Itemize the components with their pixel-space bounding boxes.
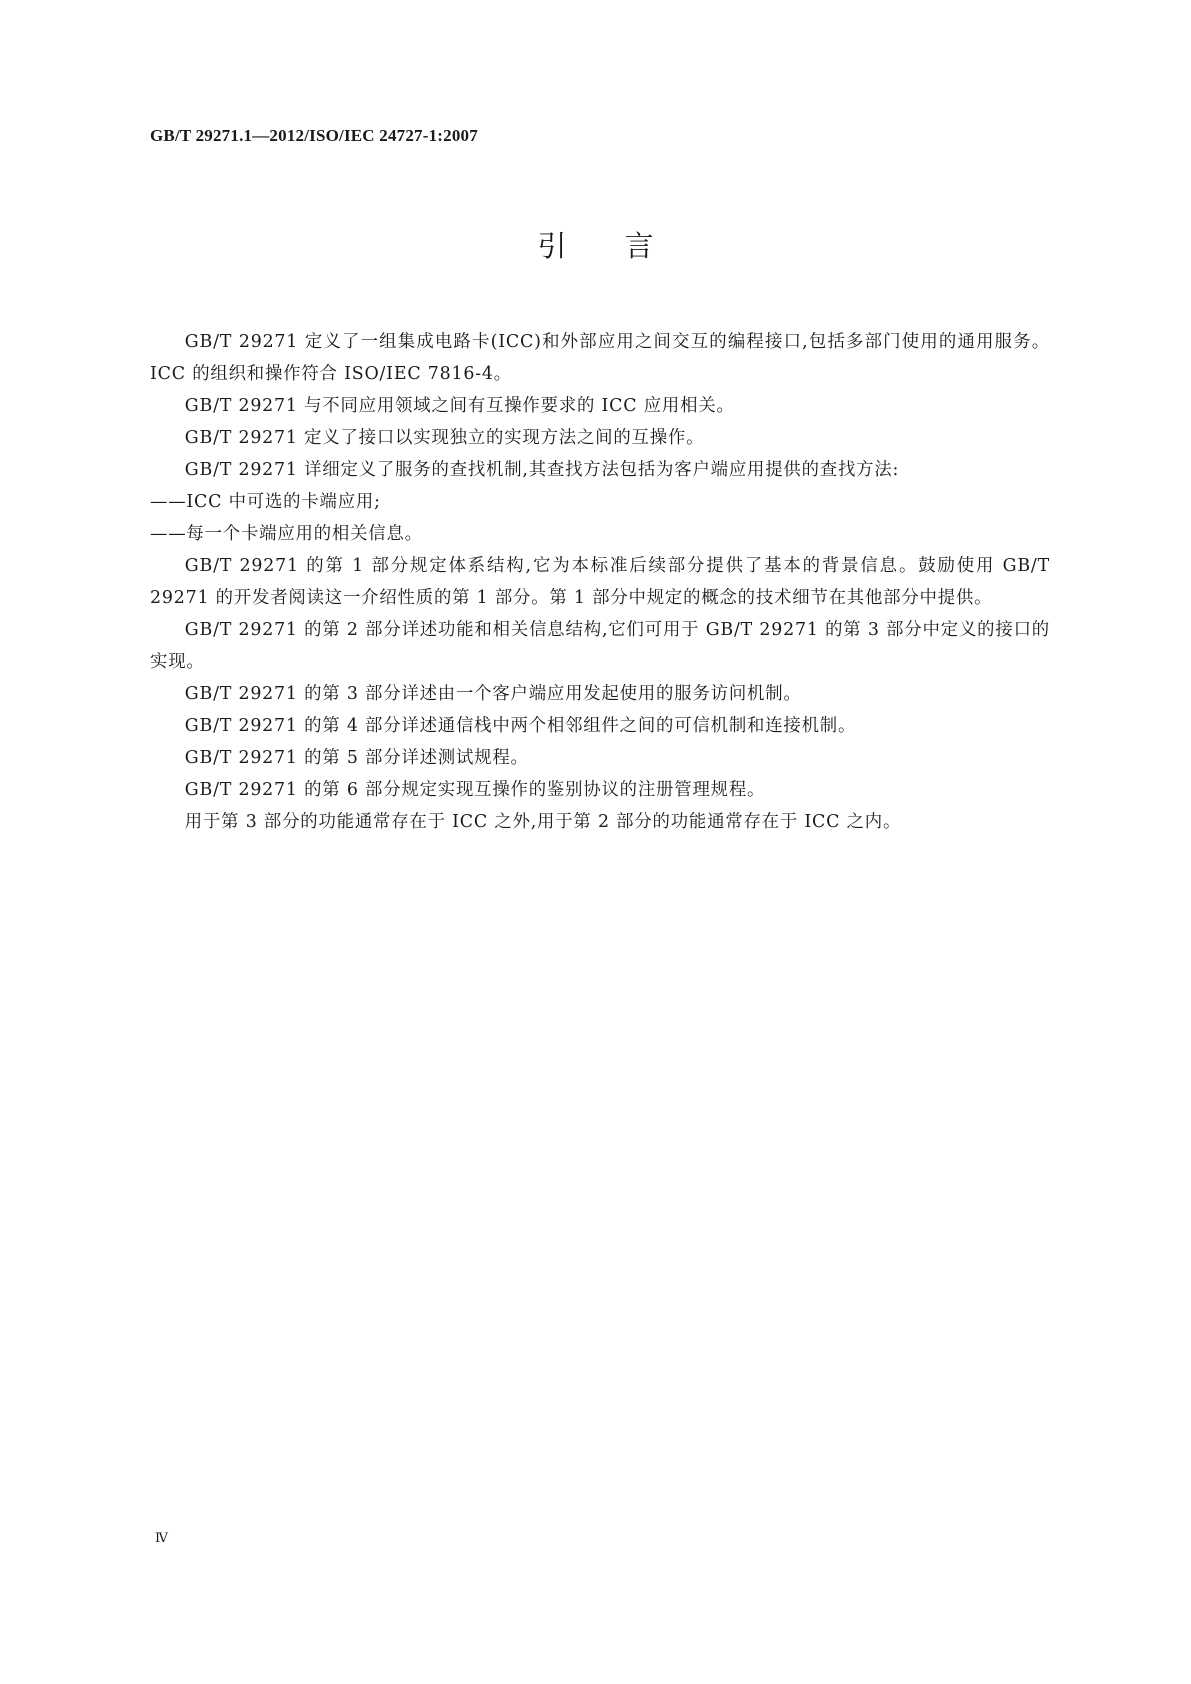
paragraph: GB/T 29271 的第 3 部分详述由一个客户端应用发起使用的服务访问机制。: [184, 684, 802, 704]
paragraph: GB/T 29271 的第 1 部分规定体系结构,它为本标准后续部分提供了基本的背景信息。鼓励使用 GB/T 29271 的开发者阅读这一介绍性质的第 1 部分。第 1 部分中规定的概念的技术细节在其他部分中提供。: [150, 556, 1050, 608]
paragraph: GB/T 29271 的第 5 部分详述测试规程。: [184, 748, 529, 768]
paragraph: GB/T 29271 的第 4 部分详述通信栈中两个相邻组件之间的可信机制和连接机制。: [184, 716, 857, 736]
paragraph: GB/T 29271 定义了接口以实现独立的实现方法之间的互操作。: [184, 428, 705, 448]
paragraph: GB/T 29271 详细定义了服务的查找机制,其查找方法包括为客户端应用提供的查找方法:: [184, 460, 900, 480]
paragraph: GB/T 29271 的第 2 部分详述功能和相关信息结构,它们可用于 GB/T 29271 的第 3 部分中定义的接口的实现。: [150, 620, 1050, 672]
list-item: ——ICC 中可选的卡端应用;: [150, 492, 381, 512]
introduction-body: [150, 326, 1050, 838]
page-number: Ⅳ: [155, 1531, 168, 1546]
paragraph: GB/T 29271 与不同应用领域之间有互操作要求的 ICC 应用相关。: [184, 396, 735, 416]
standard-number-header: GB/T 29271.1—2012/ISO/IEC 24727-1:2007: [150, 126, 478, 145]
page-title: 引言: [537, 229, 712, 263]
paragraph: GB/T 29271 的第 6 部分规定实现互操作的鉴别协议的注册管理规程。: [184, 780, 766, 800]
list-item: ——每一个卡端应用的相关信息。: [150, 524, 423, 544]
paragraph: 用于第 3 部分的功能通常存在于 ICC 之外,用于第 2 部分的功能通常存在于 ICC 之内。: [184, 812, 902, 832]
paragraph: GB/T 29271 定义了一组集成电路卡(ICC)和外部应用之间交互的编程接口,包括多部门使用的通用服务。ICC 的组织和操作符合 ISO/IEC 7816-4。: [150, 332, 1050, 384]
